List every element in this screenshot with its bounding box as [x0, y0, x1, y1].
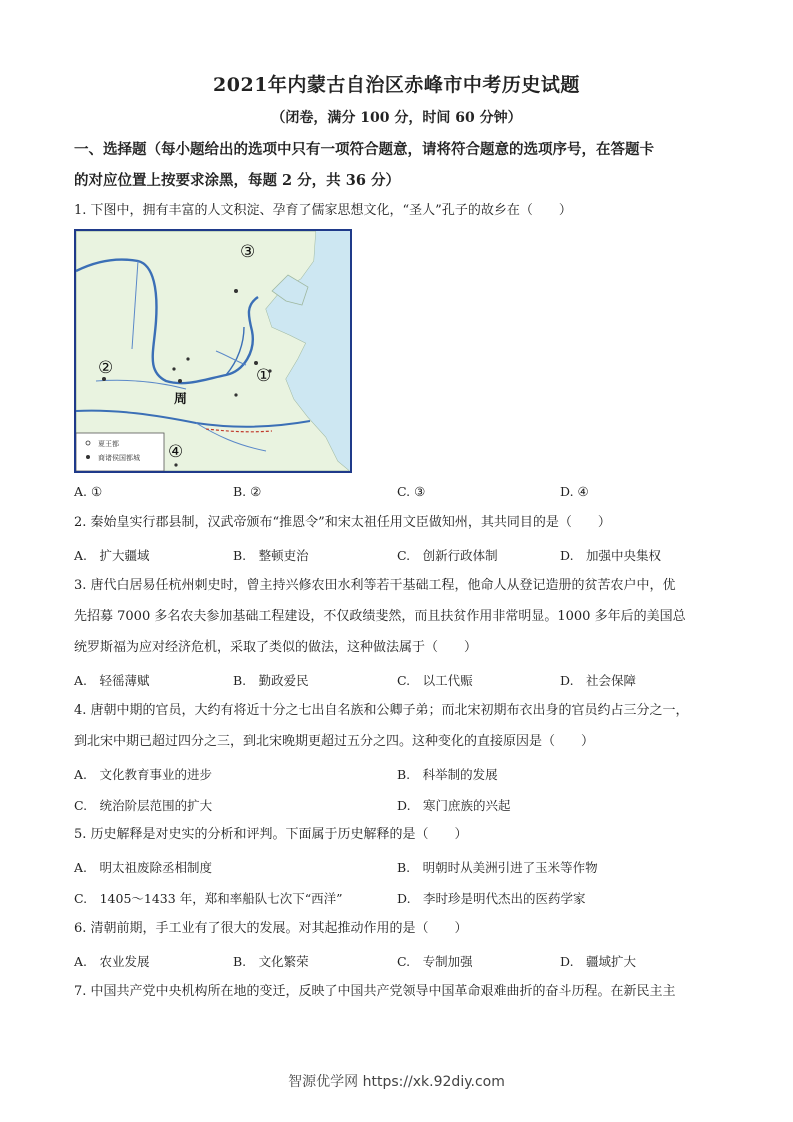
q2-option-a: A. 扩大疆域: [74, 548, 150, 563]
q1-option-a: A. ①: [74, 484, 103, 499]
question-4-line-2: 到北宋中期已超过四分之三，到北宋晚期更超过五分之四。这种变化的直接原因是（ ）: [74, 734, 595, 749]
legend-item-1: 夏王都: [98, 440, 119, 448]
question-6-stem: 6. 清朝前期，手工业有了很大的发展。对其起推动作用的是（ ）: [74, 921, 468, 936]
map-label-zhou: 周: [174, 392, 188, 407]
legend-item-2: 商诸侯国都城: [98, 454, 140, 462]
q6-option-b: B. 文化繁荣: [233, 954, 309, 969]
q4-option-d: D. 寒门庶族的兴起: [397, 798, 511, 813]
q5-option-a: A. 明太祖废除丞相制度: [74, 860, 213, 875]
q4-option-c: C. 统治阶层范围的扩大: [74, 798, 213, 813]
q5-option-b: B. 明朝时从美洲引进了玉米等作物: [397, 860, 598, 875]
question-5-stem: 5. 历史解释是对史实的分析和评判。下面属于历史解释的是（ ）: [74, 827, 468, 842]
q6-option-c: C. 专制加强: [397, 954, 473, 969]
q3-option-d: D. 社会保障: [560, 673, 637, 688]
question-3-line-3: 统罗斯福为应对经济危机，采取了类似的做法，这种做法属于（ ）: [74, 640, 478, 655]
q2-option-d: D. 加强中央集权: [560, 548, 662, 563]
section-heading-line-2: 的对应位置上按要求涂黑，每题 2 分，共 36 分）: [74, 172, 400, 189]
question-4-line-1: 4. 唐朝中期的官员，大约有将近十分之七出自名族和公卿子弟；而北宋初期布衣出身的官员约占三分之一，: [74, 703, 689, 718]
q4-option-a: A. 文化教育事业的进步: [74, 767, 213, 782]
q3-option-c: C. 以工代赈: [397, 673, 473, 688]
q5-option-c: C. 1405～1433 年，郑和率船队七次下“西洋”: [74, 891, 343, 906]
map-label-4: ④: [168, 442, 184, 462]
question-3-line-2: 先招募 7000 多名农夫参加基础工程建设，不仅政绩斐然，而且扶贫作用非常明显。1000 多年后的美国总: [74, 609, 686, 624]
q6-option-a: A. 农业发展: [74, 954, 150, 969]
q1-option-b: B. ②: [233, 484, 262, 499]
map-legend: [76, 433, 164, 471]
q2-option-c: C. 创新行政体制: [397, 548, 498, 563]
exam-title: 2021年内蒙古自治区赤峰市中考历史试题: [213, 74, 580, 96]
exam-subtitle: （闭卷，满分 100 分，时间 60 分钟）: [271, 110, 522, 126]
q3-option-a: A. 轻徭薄赋: [74, 673, 150, 688]
section-heading-line-1: 一、选择题（每小题给出的选项中只有一项符合题意，请将符合题意的选项序号，在答题卡: [74, 141, 654, 158]
q1-option-d: D. ④: [560, 484, 589, 499]
q6-option-d: D. 疆域扩大: [560, 954, 637, 969]
question-1-stem: 1. 下图中，拥有丰富的人文积淀、孕育了儒家思想文化，“圣人”孔子的故乡在（ ）: [74, 203, 572, 218]
q5-option-d: D. 李时珍是明代杰出的医药学家: [397, 891, 586, 906]
q4-option-b: B. 科举制的发展: [397, 767, 498, 782]
map-label-2: ②: [98, 358, 114, 378]
question-3-line-1: 3. 唐代白居易任杭州刺史时，曾主持兴修农田水利等若干基础工程，他命人从登记造册的贫苦农户中，优: [74, 578, 676, 593]
q1-option-c: C. ③: [397, 484, 426, 499]
question-2-stem: 2. 秦始皇实行郡县制，汉武帝颁布“推恩令”和宋太祖任用文臣做知州，其共同目的是（ ）: [74, 515, 611, 530]
q3-option-b: B. 勤政爱民: [233, 673, 309, 688]
map-label-1: ①: [256, 366, 272, 386]
footer-watermark: 智源优学网 https://xk.92diy.com: [288, 1074, 505, 1090]
q2-option-b: B. 整顿吏治: [233, 548, 309, 563]
question-7-line-1: 7. 中国共产党中央机构所在地的变迁，反映了中国共产党领导中国革命艰难曲折的奋斗历程。在新民主主: [74, 984, 676, 999]
historical-map: [74, 229, 352, 473]
map-label-3: ③: [240, 242, 256, 262]
